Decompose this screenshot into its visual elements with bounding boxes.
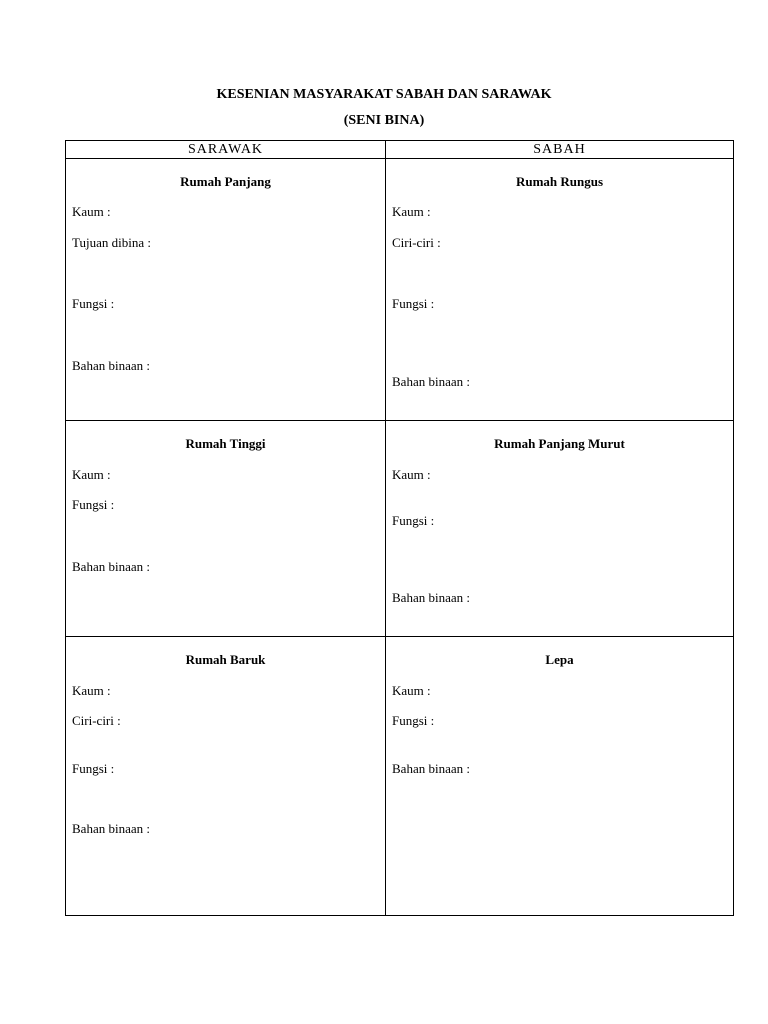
field-kaum: Kaum : bbox=[392, 467, 431, 482]
field-kaum: Kaum : bbox=[392, 204, 431, 219]
field-bahan-binaan: Bahan binaan : bbox=[392, 590, 470, 605]
field-kaum: Kaum : bbox=[72, 204, 111, 219]
field-bahan-binaan: Bahan binaan : bbox=[392, 761, 470, 776]
field-fungsi: Fungsi : bbox=[72, 296, 115, 311]
field-kaum: Kaum : bbox=[72, 683, 111, 698]
field-fungsi: Fungsi : bbox=[72, 497, 115, 512]
cell-rumah-rungus bbox=[386, 159, 734, 421]
field-kaum: Kaum : bbox=[392, 683, 431, 698]
field-fungsi: Fungsi : bbox=[72, 761, 115, 776]
header-sabah: SABAH bbox=[386, 141, 734, 159]
table-row bbox=[66, 637, 734, 916]
cell-lepa bbox=[386, 637, 734, 916]
cell-title: Lepa bbox=[545, 652, 574, 667]
cell-title: Rumah Panjang Murut bbox=[494, 436, 625, 451]
field-fungsi: Fungsi : bbox=[392, 513, 435, 528]
document-title: KESENIAN MASYARAKAT SABAH DAN SARAWAK bbox=[216, 87, 552, 102]
cell-title: Rumah Tinggi bbox=[185, 436, 266, 451]
cell-title: Rumah Rungus bbox=[515, 174, 604, 189]
field-bahan-binaan: Bahan binaan : bbox=[72, 821, 150, 836]
table-header-row bbox=[66, 141, 734, 159]
cell-title: Rumah Baruk bbox=[185, 652, 266, 667]
table-row bbox=[66, 421, 734, 637]
table-row bbox=[66, 159, 734, 421]
field-ciri-ciri: Ciri-ciri : bbox=[72, 713, 121, 728]
cell-rumah-panjang-murut bbox=[386, 421, 734, 637]
field-fungsi: Fungsi : bbox=[392, 296, 435, 311]
field-bahan-binaan: Bahan binaan : bbox=[392, 374, 470, 389]
cell-rumah-panjang bbox=[66, 159, 386, 421]
document-subtitle: (SENI BINA) bbox=[343, 113, 425, 128]
field-bahan-binaan: Bahan binaan : bbox=[72, 559, 150, 574]
comparison-table bbox=[65, 140, 734, 916]
field-kaum: Kaum : bbox=[72, 467, 111, 482]
field-bahan-binaan: Bahan binaan : bbox=[72, 358, 150, 373]
header-sarawak: SARAWAK bbox=[66, 141, 386, 159]
field-ciri-ciri: Ciri-ciri : bbox=[392, 235, 441, 250]
field-tujuan-dibina: Tujuan dibina : bbox=[72, 235, 151, 250]
field-fungsi: Fungsi : bbox=[392, 713, 435, 728]
cell-title: Rumah Panjang bbox=[180, 174, 271, 189]
cell-rumah-baruk bbox=[66, 637, 386, 916]
cell-rumah-tinggi bbox=[66, 421, 386, 637]
